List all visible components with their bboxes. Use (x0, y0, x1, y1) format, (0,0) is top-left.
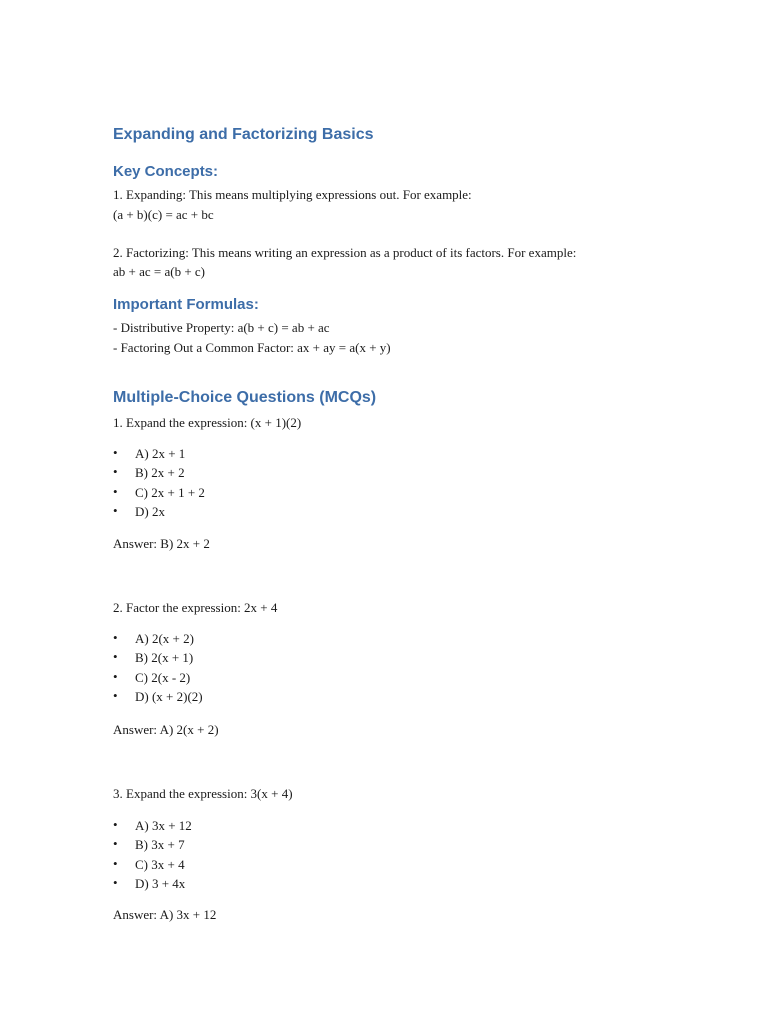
option-label: C) 2x + 1 + 2 (135, 484, 205, 500)
option-label: A) 3x + 12 (135, 818, 192, 833)
option-item (113, 837, 192, 856)
bullet-icon: • (113, 464, 118, 480)
bullet-icon: • (113, 483, 118, 499)
question-text: 3. Expand the expression: 3(x + 4) (113, 786, 293, 801)
option-item (113, 631, 203, 650)
options-list (113, 818, 192, 895)
bullet-icon: • (113, 445, 118, 460)
option-item (113, 876, 192, 895)
key-concepts-heading: Key Concepts: (113, 163, 219, 180)
bullet-icon: • (113, 502, 118, 518)
options-list (113, 631, 203, 708)
factorizing-definition: 2. Factorizing: This means writing an expression as a product of its factors. For example: (113, 245, 577, 260)
bullet-icon: • (113, 855, 118, 871)
options-list (113, 446, 205, 523)
option-item (113, 485, 205, 504)
option-label: D) 2x (135, 503, 165, 519)
document-title: Expanding and Factorizing Basics (113, 126, 374, 143)
bullet-icon: • (113, 874, 118, 890)
answer-text: Answer: B) 2x + 2 (113, 536, 210, 551)
option-label: C) 3x + 4 (135, 856, 185, 872)
bullet-icon: • (113, 668, 118, 684)
mcq-heading: Multiple-Choice Questions (MCQs) (113, 389, 377, 406)
option-item (113, 818, 192, 837)
formula-item: - Factoring Out a Common Factor: ax + ay = a(x + y) (113, 340, 391, 355)
formulas-heading: Important Formulas: (113, 296, 259, 313)
option-label: B) 2(x + 1) (135, 650, 194, 666)
option-item (113, 446, 205, 465)
formula-item: - Distributive Property: a(b + c) = ab + ac (113, 320, 330, 335)
factorizing-example: ab + ac = a(b + c) (113, 264, 206, 279)
option-label: C) 2(x - 2) (135, 669, 191, 685)
option-item (113, 857, 192, 876)
bullet-icon: • (113, 687, 118, 703)
option-item (113, 650, 203, 669)
option-label: B) 3x + 7 (135, 837, 185, 853)
option-item (113, 504, 205, 523)
option-item (113, 689, 203, 708)
expanding-example: (a + b)(c) = ac + bc (113, 207, 214, 222)
answer-text: Answer: A) 3x + 12 (113, 907, 217, 922)
option-item (113, 670, 203, 689)
option-label: D) 3 + 4x (135, 875, 186, 891)
bullet-icon: • (113, 630, 118, 645)
option-item (113, 465, 205, 484)
option-label: B) 2x + 2 (135, 465, 185, 481)
bullet-icon: • (113, 649, 118, 665)
question-text: 1. Expand the expression: (x + 1)(2) (113, 415, 302, 430)
bullet-icon: • (113, 817, 118, 832)
bullet-icon: • (113, 836, 118, 852)
answer-text: Answer: A) 2(x + 2) (113, 722, 219, 737)
option-label: A) 2(x + 2) (135, 631, 194, 646)
option-label: D) (x + 2)(2) (135, 688, 203, 704)
question-text: 2. Factor the expression: 2x + 4 (113, 600, 278, 615)
option-label: A) 2x + 1 (135, 446, 186, 461)
expanding-definition: 1. Expanding: This means multiplying expressions out. For example: (113, 187, 472, 202)
